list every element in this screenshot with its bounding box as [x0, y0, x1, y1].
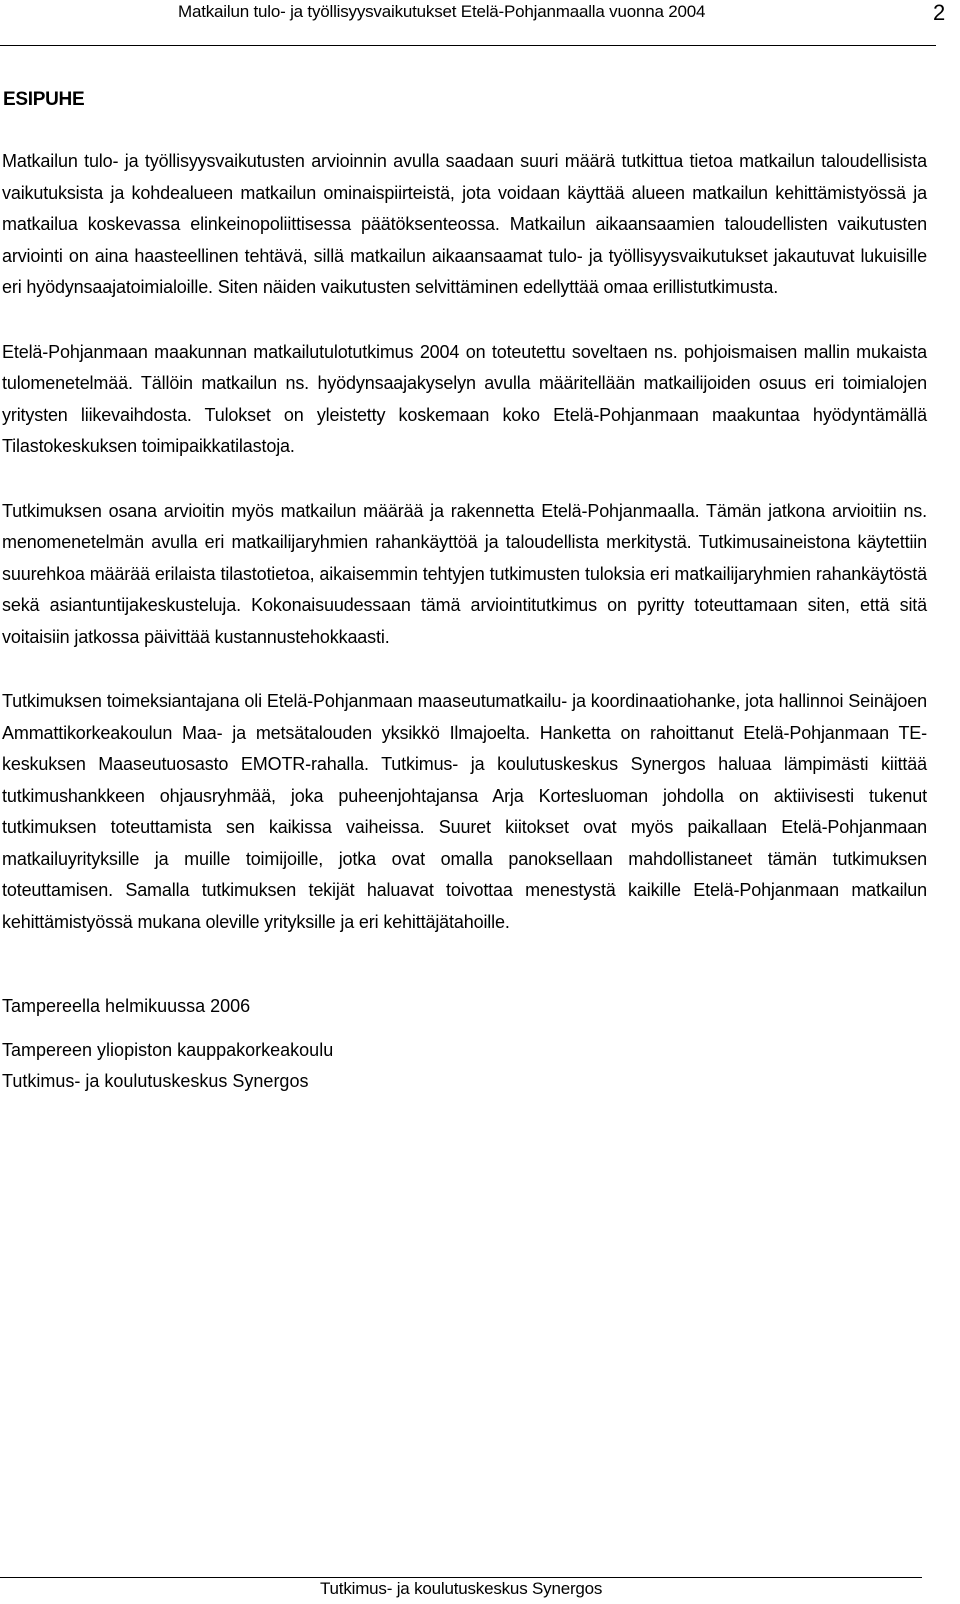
footer-divider	[0, 1577, 922, 1578]
paragraph-4: Tutkimuksen toimeksiantajana oli Etelä-Pohjanmaan maaseutumatkailu- ja koordinaatiohanke, jota hallinnoi Seinäjoen Ammattikorkeakoulun Maa- ja metsätalouden yksikkö Ilmajoelta. Hanketta on rahoittanut Etelä-Pohjanmaan TE-keskuksen Maaseutuosasto EMOTR-rahalla. Tutkimus- ja koulutuskeskus Synergos haluaa lämpimästi kiittää tutkimushankkeen ohjausryhmää, joka puheenjohtajansa Arja Kortesluoman johdolla on aktiivisesti tukenut tutkimuksen toteuttamista sen kaikissa vaiheissa. Suuret kiitokset ovat myös paikallaan Etelä-Pohjanmaan matkailuyrityksille ja muille toimijoille, jotka ovat omalla panoksellaan mahdollistaneet tämän tutkimuksen toteuttamisen. Samalla tutkimuksen tekijät haluavat toivottaa menestystä kaikille Etelä-Pohjanmaan matkailun kehittämistyössä mukana oleville yrityksille ja eri kehittäjätahoille.	[2, 691, 927, 932]
signature-unit: Tutkimus- ja koulutuskeskus Synergos	[2, 1071, 309, 1091]
page-footer: Tutkimus- ja koulutuskeskus Synergos	[320, 1579, 603, 1598]
page-header	[0, 0, 960, 46]
section-heading: ESIPUHE	[3, 89, 85, 110]
running-header-title: Matkailun tulo- ja työllisyysvaikutukset Etelä-Pohjanmaalla vuonna 2004	[178, 2, 706, 21]
signature-block	[2, 991, 333, 1097]
header-divider	[0, 45, 936, 46]
page-number: 2	[933, 0, 946, 25]
signature-place-date: Tampereella helmikuussa 2006	[2, 996, 251, 1016]
paragraph-3: Tutkimuksen osana arvioitin myös matkailun määrää ja rakennetta Etelä-Pohjanmaalla. Tämän jatkona arvioitiin ns. menomenetelmän avulla eri matkailijaryhmien rahankäyttöä ja taloudellista merkitystä. Tutkimusaineistona käytettiin suurehkoa määrää erilaista tilastotietoa, aikaisemmin tehtyjen tutkimusten tuloksia eri matkailijaryhmien rahankäytöstä sekä asiantuntijakeskusteluja. Kokonaisuudessaan tämä arviointitutkimus on pyritty toteuttamaan siten, että sitä voitaisiin jatkossa päivittää kustannustehokkaasti.	[2, 500, 927, 647]
paragraph-1: Matkailun tulo- ja työllisyysvaikutusten arvioinnin avulla saadaan suuri määrä tutkittua tietoa matkailun taloudellisista vaikutuksista ja kohdealueen matkailun ominaispiirteistä, jota voidaan käyttää alueen matkailun kehittämistyössä ja matkailua koskevassa elinkeinopoliittisessa päätöksenteossa. Matkailun aikaansaamien taloudellisten vaikutusten arviointi on aina haasteellinen tehtävä, sillä matkailun aikaansaamat tulo- ja työllisyysvaikutukset jakautuvat lukuisille eri hyödynsaajatoimialoille. Siten näiden vaikutusten selvittäminen edellyttää omaa erillistutkimusta.	[2, 151, 927, 297]
paragraph-2: Etelä-Pohjanmaan maakunnan matkailutulotutkimus 2004 on toteutettu soveltaen ns. pohjoismaisen mallin mukaista tulomenetelmää. Tällöin matkailun ns. hyödynsaajakyselyn avulla määritellään matkailijoiden osuus eri toimialojen yritysten liikevaihdosta. Tulokset on yleistetty koskemaan koko Etelä-Pohjanmaan maakuntaa hyödyntämällä Tilastokeskuksen toimipaikkatilastoja.	[2, 341, 927, 456]
signature-organization: Tampereen yliopiston kauppakorkeakoulu	[2, 1040, 334, 1060]
preface-body	[2, 146, 927, 971]
